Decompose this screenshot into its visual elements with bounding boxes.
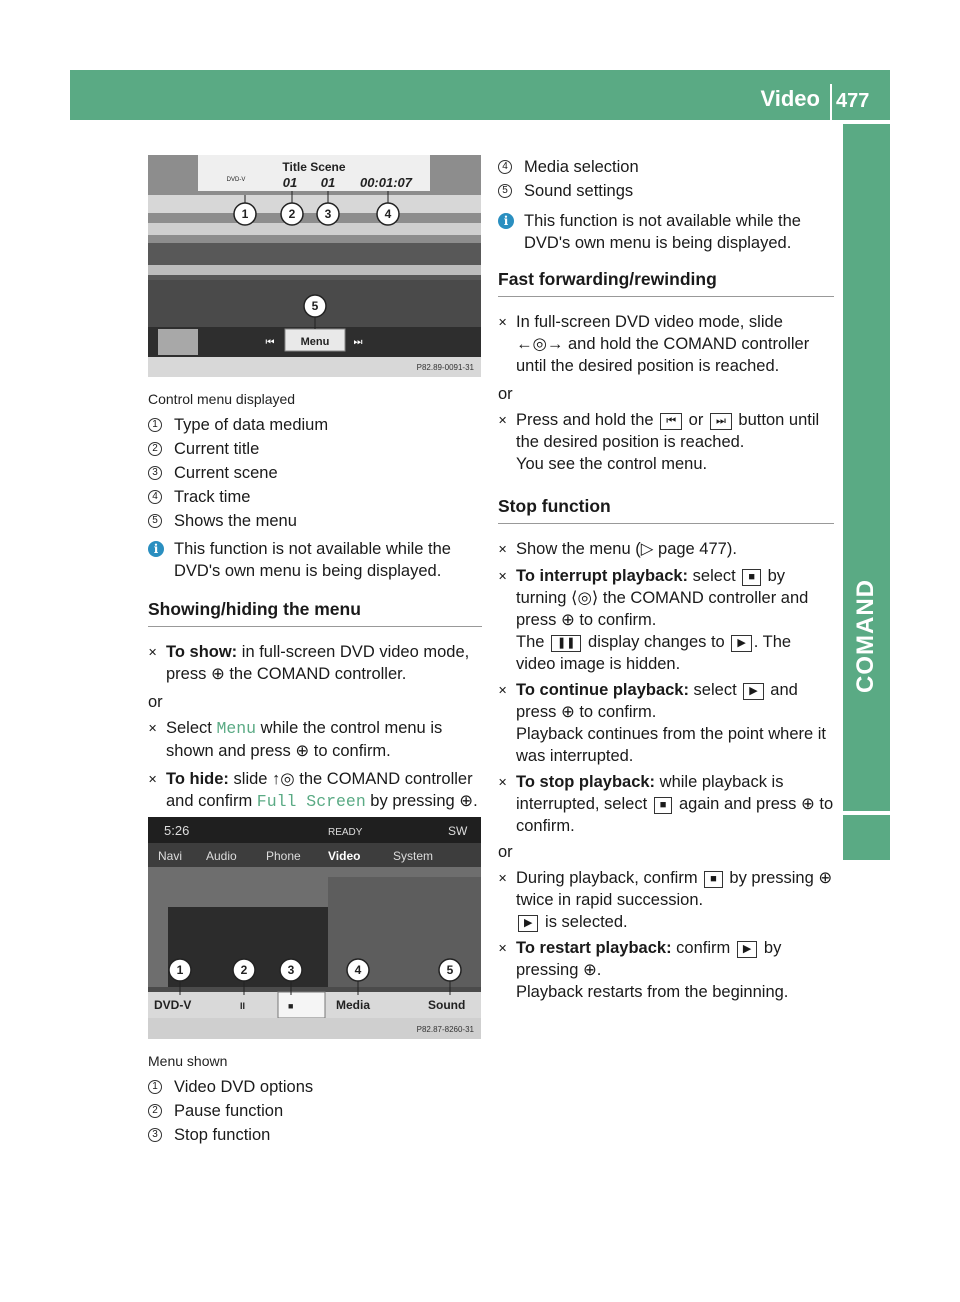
step-label: To show: [166,643,238,661]
step-text: by pressing [365,792,460,810]
step-arrow-icon: ✕ [498,415,508,427]
list-item [148,486,482,508]
step-text: while the control menu is shown and press [166,719,443,760]
callout-number: 1 [148,418,162,432]
display-text: Full Screen [256,792,366,811]
page-ref-icon: ▷ [640,540,654,558]
step-text: During playback, confirm [516,869,703,887]
fig1-scene-value: 01 [320,175,336,190]
callout-number: 1 [148,1080,162,1094]
fig2-pause: II [240,1001,246,1011]
figure1-caption: Control menu displayed [148,391,296,407]
step-arrow-icon: ✕ [498,544,508,556]
side-tab [843,124,890,811]
step-text: to confirm. [516,795,834,835]
list-item [148,1076,482,1098]
left-column-top [148,388,482,813]
play-icon: ▶ [743,683,763,700]
step-text: the COMAND controller and press [516,589,809,629]
instruction-step [148,717,482,762]
list-item-text: Current title [174,440,260,458]
info-note [148,538,482,582]
fig2-clock: 5:26 [164,823,190,838]
play-icon: ▶ [731,635,751,652]
press-controller-icon: ⊕ [801,795,815,813]
fig2-sound: Sound [428,998,466,1012]
fig2-tab-phone: Phone [266,849,301,863]
list-item-text: Media selection [524,158,639,176]
list-item [148,462,482,484]
header-divider [830,84,832,120]
fig1-menu-button: Menu [300,336,330,348]
list-item-text: Type of data medium [174,416,329,434]
list-item-text: Pause function [174,1102,284,1120]
stop-icon: ■ [654,797,673,814]
control-menu-illustration [148,155,481,377]
or-text: or [498,843,513,861]
step-text: to confirm. [574,611,657,629]
step-label: To continue playback: [516,681,689,699]
figure2-caption: Menu shown [148,1053,228,1069]
step-arrow-icon: ✕ [498,943,508,955]
fig1-prev-icon: ⏮ [265,337,275,348]
list-item [148,1124,482,1146]
stop-icon: ■ [704,871,723,888]
callout-number: 5 [148,514,162,528]
fig1-code: P82.89-0091-31 [416,363,474,372]
step-label: To stop playback: [516,773,656,791]
fig1-callout-3: 3 [324,207,332,221]
list-item-text: Shows the menu [174,512,297,530]
step-text: and hold the COMAND controller until the desired position is reached. [516,335,810,375]
step-text: the COMAND controller. [224,665,407,683]
list-item [498,156,834,178]
step-text: The [516,633,550,651]
instruction-step [498,538,834,561]
fig2-media: Media [336,998,371,1012]
step-text: by pressing [724,869,819,887]
stop-icon: ■ [742,569,761,586]
list-item-text: Stop function [174,1126,271,1144]
step-text: You see the control menu. [516,455,708,473]
fig1-title: Title Scene [282,160,346,174]
step-text: display changes to [583,633,730,651]
step-text: or [684,411,708,429]
list-item-text: Video DVD options [174,1078,314,1096]
list-item [148,510,482,532]
play-icon: ▶ [518,915,538,932]
fig2-tab-video: Video [328,849,361,863]
step-text: Press and hold the [516,411,659,429]
side-tab-marker [843,815,890,860]
callout-number: 3 [148,466,162,480]
step-arrow-icon: ✕ [148,723,158,735]
callout-number: 5 [498,184,512,198]
info-note [498,210,834,254]
fig2-tab-audio: Audio [206,849,237,863]
instruction-step [148,768,482,813]
instruction-step [498,679,834,767]
instruction-step [498,565,834,675]
step-text: Show the menu ( [516,540,641,558]
instruction-step [498,409,834,475]
callout-number: 4 [148,490,162,504]
fig2-dvd-v: DVD-V [154,998,192,1012]
step-text: Playback continues from the point where it was interrupted. [516,725,826,765]
step-text: select [688,681,742,699]
callout-number: 4 [498,160,512,174]
display-text: Menu [216,719,257,738]
step-text: by turning [516,567,786,607]
info-note-text: This function is not available while the DVD's own menu is being displayed. [524,212,801,252]
section-title: Video [760,86,820,111]
step-arrow-icon: ✕ [498,317,508,329]
fig2-tab-system: System [393,849,434,863]
fig1-callout-2: 2 [288,207,296,221]
callout-number: 2 [148,1104,162,1118]
press-controller-icon: ⊕ [582,961,597,979]
press-controller-icon: ⊕ [560,703,575,721]
step-label: To interrupt playback: [516,567,689,585]
fig2-callout-5: 5 [446,963,454,977]
list-item-text: Track time [174,488,251,506]
section-heading: Fast forwarding/rewinding [498,268,834,297]
press-controller-icon: ⊕ [210,665,225,683]
info-icon: i [498,213,514,229]
step-arrow-icon: ✕ [148,774,158,786]
step-text: by pressing [516,939,782,979]
info-note-text: This function is not available while the DVD's own menu is being displayed. [174,540,451,580]
or-text: or [498,385,513,403]
press-controller-icon: ⊕ [295,742,310,760]
step-text: is selected. [540,913,628,931]
step-arrow-icon: ✕ [148,647,158,659]
step-text: twice in rapid succession. [516,891,704,909]
fig1-title-value: 01 [282,175,298,190]
step-text: to confirm. [574,703,657,721]
skip-back-icon: ⏮ [660,413,682,430]
step-text: In full-screen DVD video mode, slide [516,313,783,331]
fig2-status: READY [328,827,363,838]
turn-controller-icon: ⟨◎⟩ [571,589,599,607]
slide-left-right-icon: ←◎→ [516,335,564,353]
press-controller-icon: ⊕ [459,792,474,810]
slide-controller-icon: ↑◎ [272,770,295,788]
step-text: again and press [674,795,801,813]
fig2-code: P82.87-8260-31 [416,1025,474,1034]
list-item-text: Sound settings [524,182,634,200]
step-arrow-icon: ✕ [498,571,508,583]
instruction-step [498,937,834,1003]
step-text: to confirm. [309,742,391,760]
instruction-step [498,311,834,377]
step-arrow-icon: ✕ [498,685,508,697]
side-tab-label: COMAND [852,579,879,693]
section-heading: Showing/hiding the menu [148,598,482,627]
step-text: in full-screen DVD video mode, press [166,643,470,683]
step-text: . [473,792,478,810]
step-text: select [688,567,741,585]
step-text: the COMAND controller and confirm [166,770,473,810]
page-number: 477 [836,90,870,112]
step-text: Playback restarts from the beginning. [516,983,789,1001]
step-text: while playback is interrupted, select [516,773,784,813]
step-text: Select [166,719,217,737]
step-arrow-icon: ✕ [498,873,508,885]
fig2-callout-4: 4 [354,963,362,977]
step-text: confirm [671,939,735,957]
fig1-callout-1: 1 [241,207,249,221]
left-column-bottom [148,1050,482,1146]
fig2-callout-1: 1 [176,963,184,977]
instruction-step [148,641,482,685]
instruction-step [498,771,834,837]
step-text: page 477). [653,540,737,558]
step-text: . [596,961,602,979]
step-text: button until the desired position is reached. [516,411,820,451]
step-arrow-icon: ✕ [498,777,508,789]
skip-forward-icon: ⏭ [710,413,732,430]
callout-number: 2 [148,442,162,456]
step-label: To restart playback: [516,939,672,957]
fig1-next-icon: ⏭ [353,337,363,348]
press-controller-icon: ⊕ [818,869,833,887]
fig2-tab-navi: Navi [158,849,183,863]
list-item-text: Current scene [174,464,278,482]
fig2-callout-3: 3 [287,963,295,977]
play-icon: ▶ [737,941,757,958]
info-icon: i [148,541,164,557]
right-column [498,156,834,1003]
press-controller-icon: ⊕ [560,611,575,629]
figure-control-menu [148,155,481,377]
fig2-sw: SW [448,824,468,838]
section-heading: Stop function [498,495,834,524]
step-text: . The video image is hidden. [516,633,792,673]
fig1-media-label: DVD-V [226,177,246,183]
list-item [498,180,834,202]
step-label: To hide: [166,770,229,788]
callout-number: 3 [148,1128,162,1142]
fig1-callout-4: 4 [384,207,392,221]
menu-shown-illustration [148,817,481,1039]
list-item [148,414,482,436]
figure-menu-shown [148,817,481,1039]
fig1-time-value: 00:01:07 [359,175,413,190]
pause-icon: ❚❚ [551,635,581,652]
list-item [148,1100,482,1122]
fig2-stop: ■ [288,1001,294,1011]
list-item [148,438,482,460]
fig2-callout-2: 2 [240,963,248,977]
page-header [70,70,890,120]
instruction-step [498,867,834,933]
step-text: and press [516,681,798,721]
fig1-callout-5: 5 [311,299,319,313]
or-text: or [148,693,163,711]
step-text: slide [228,770,273,788]
